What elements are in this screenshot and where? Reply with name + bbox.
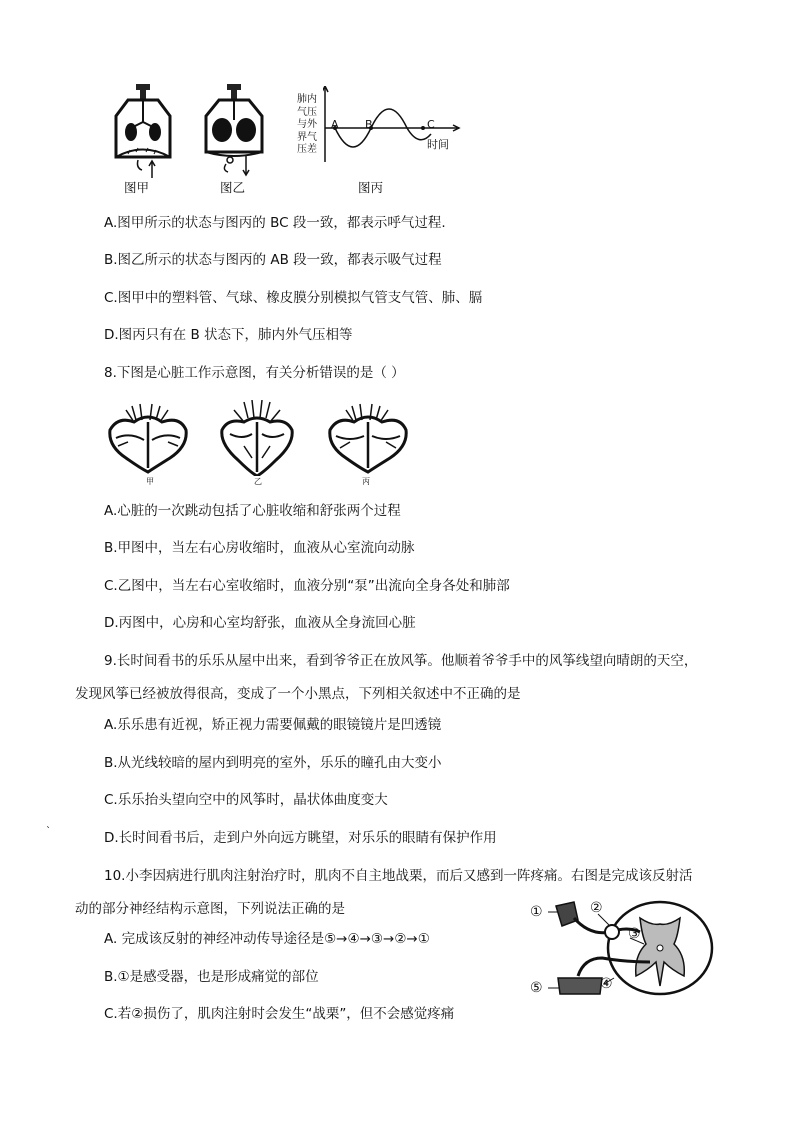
q10-stem-line2: 动的部分神经结构示意图，下列说法正确的是 [75,901,345,917]
ganglion [605,925,619,939]
heart-yi-figure [214,400,300,476]
diagram-label-1: ① [530,904,543,920]
diagram-label-4: ④ [600,976,613,992]
y-label-line: 与外 [297,119,317,130]
graph-x-axis-label: 时间 [427,138,449,151]
heart-jia-figure [104,402,192,474]
q8-stem: 8.下图是心脏工作示意图，有关分析错误的是（ ） [104,365,405,381]
q9-option-a: A.乐乐患有近视，矫正视力需要佩戴的眼镜镜片是凹透镜 [104,717,442,733]
pressure-curve-svg [323,86,463,166]
receptor-shape [556,902,578,926]
q9-stem-line2: 发现风筝已经被放得很高，变成了一个小黑点，下列相关叙述中不正确的是 [75,686,521,702]
heart-caption-yi: 乙 [254,477,262,486]
pressure-graph [293,86,463,186]
q10-option-a: A. 完成该反射的神经冲动传导途径是⑤→④→③→②→① [104,931,430,947]
q10-option-b: B.①是感受器，也是形成痛觉的部位 [104,969,319,985]
q7-option-a: A.图甲所示的状态与图丙的 BC 段一致，都表示呼气过程. [104,215,446,231]
effector-shape [558,978,602,994]
figure-caption-yi: 图乙 [220,180,246,195]
q7-option-c: C.图甲中的塑料管、气球、橡皮膜分别模拟气管支气管、肺、膈 [104,290,483,306]
q9-stem-line1: 9.长时间看书的乐乐从屋中出来，看到爷爷正在放风筝。他顺着爷爷手中的风筝线望向晴朗的天空， [104,653,698,669]
q7-option-d: D.图丙只有在 B 状态下，肺内外气压相等 [104,327,353,343]
y-label-line: 肺内 [297,94,317,105]
q9-option-d: D.长时间看书后，走到户外向远方眺望，对乐乐的眼睛有保护作用 [104,830,497,846]
q8-option-d: D.丙图中，心房和心室均舒张，血液从全身流回心脏 [104,615,416,631]
q10-stem-line1: 10.小李因病进行肌肉注射治疗时，肌肉不自主地战栗，而后又感到一阵疼痛。右图是完成该反射活 [104,868,693,884]
graph-point-c-label: C [427,118,435,131]
q8-option-b: B.甲图中，当左右心房收缩时，血液从心室流向动脉 [104,540,415,556]
figure-caption-jia: 图甲 [124,180,150,195]
q8-option-c: C.乙图中，当左右心室收缩时，血液分别“泵”出流向全身各处和肺部 [104,578,510,594]
q8-option-a: A.心脏的一次跳动包括了心脏收缩和舒张两个过程 [104,503,401,519]
diagram-label-5: ⑤ [530,980,543,996]
heart-caption-bing: 丙 [362,477,370,486]
point-c-marker [421,126,425,130]
bell-jar-jia-figure [108,82,178,182]
graph-y-axis-label [297,94,321,157]
reflex-arc-svg [528,896,723,1006]
heart-bing-figure [324,402,412,474]
gray-matter [636,918,685,986]
reflex-arc-diagram [528,896,723,1006]
y-label-line: 界气 [297,131,317,143]
stray-mark: ˋ [46,826,51,837]
diagram-label-3: ③ [628,926,641,942]
graph-point-b-label: B [365,118,373,131]
q9-option-b: B.从光线较暗的屋内到明亮的室外，乐乐的瞳孔由大变小 [104,755,442,771]
q9-option-c: C.乐乐抬头望向空中的风筝时，晶状体曲度变大 [104,792,388,808]
diagram-label-2: ② [590,900,603,916]
q7-option-b: B.图乙所示的状态与图丙的 AB 段一致，都表示吸气过程 [104,252,442,268]
graph-point-a-label: A [331,118,339,131]
y-label-line: 压差 [297,144,317,155]
bell-jar-yi-figure [198,82,270,182]
figure-caption-bing: 图丙 [358,180,384,195]
heart-caption-jia: 甲 [146,477,154,486]
y-label-line: 气压 [297,106,317,118]
q10-option-c: C.若②损伤了，肌肉注射时会发生“战栗”，但不会感觉疼痛 [104,1006,455,1022]
